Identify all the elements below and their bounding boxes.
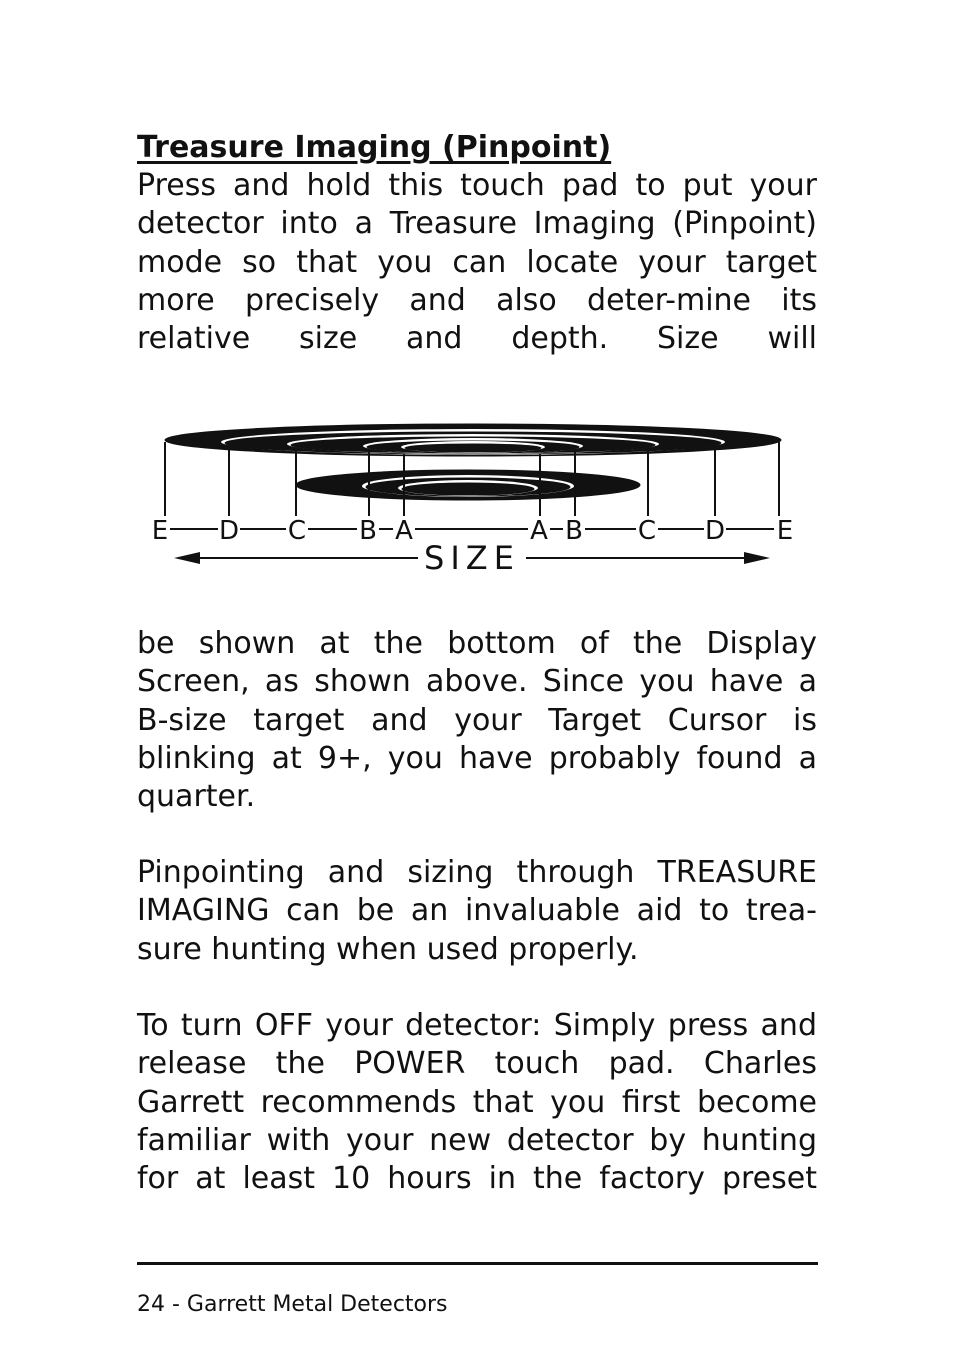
size-label-right-a: A — [530, 516, 548, 546]
size-label-left-c: C — [287, 516, 307, 546]
size-label-right-c: C — [637, 516, 657, 546]
size-label-left-d: D — [218, 516, 240, 546]
paragraph-intro: Press and hold this touch pad to put your detector into a Treasure Imaging (Pinpoint) mode so that you can locate your target more precisely and also deter-mine its relative size and depth. Size will — [137, 168, 817, 357]
size-label-right-d: D — [704, 516, 726, 546]
size-label-left-e: E — [151, 516, 169, 546]
page-footer: 24 - Garrett Metal Detectors — [137, 1292, 448, 1317]
paragraph-turn-off: To turn OFF your detector: Simply press and release the POWER touch pad. Charles Garrett recommends that you first become familiar with your new detector by hunting for at least 10 hours in the factory preset — [137, 1008, 817, 1197]
size-discs-bottom — [296, 470, 640, 500]
size-label-left-a: A — [395, 516, 413, 546]
size-axis-label: SIZE — [424, 539, 520, 577]
section-heading: Treasure Imaging (Pinpoint) — [137, 130, 612, 165]
paragraph-pinpointing: Pinpointing and sizing through TREASURE IMAGING can be an invaluable aid to trea-sure hunting when used properly. — [137, 855, 817, 967]
footer-divider — [137, 1262, 818, 1265]
size-label-right-e: E — [776, 516, 794, 546]
size-discs-top — [165, 424, 781, 456]
treasure-imaging-size-diagram — [142, 412, 802, 590]
paragraph-size-display: be shown at the bottom of the Display Screen, as shown above. Since you have a B-size target and your Target Cursor is blinking at 9+, you have probably found a quarter. — [137, 626, 817, 815]
size-label-right-b: B — [565, 516, 583, 546]
size-label-left-b: B — [359, 516, 377, 546]
